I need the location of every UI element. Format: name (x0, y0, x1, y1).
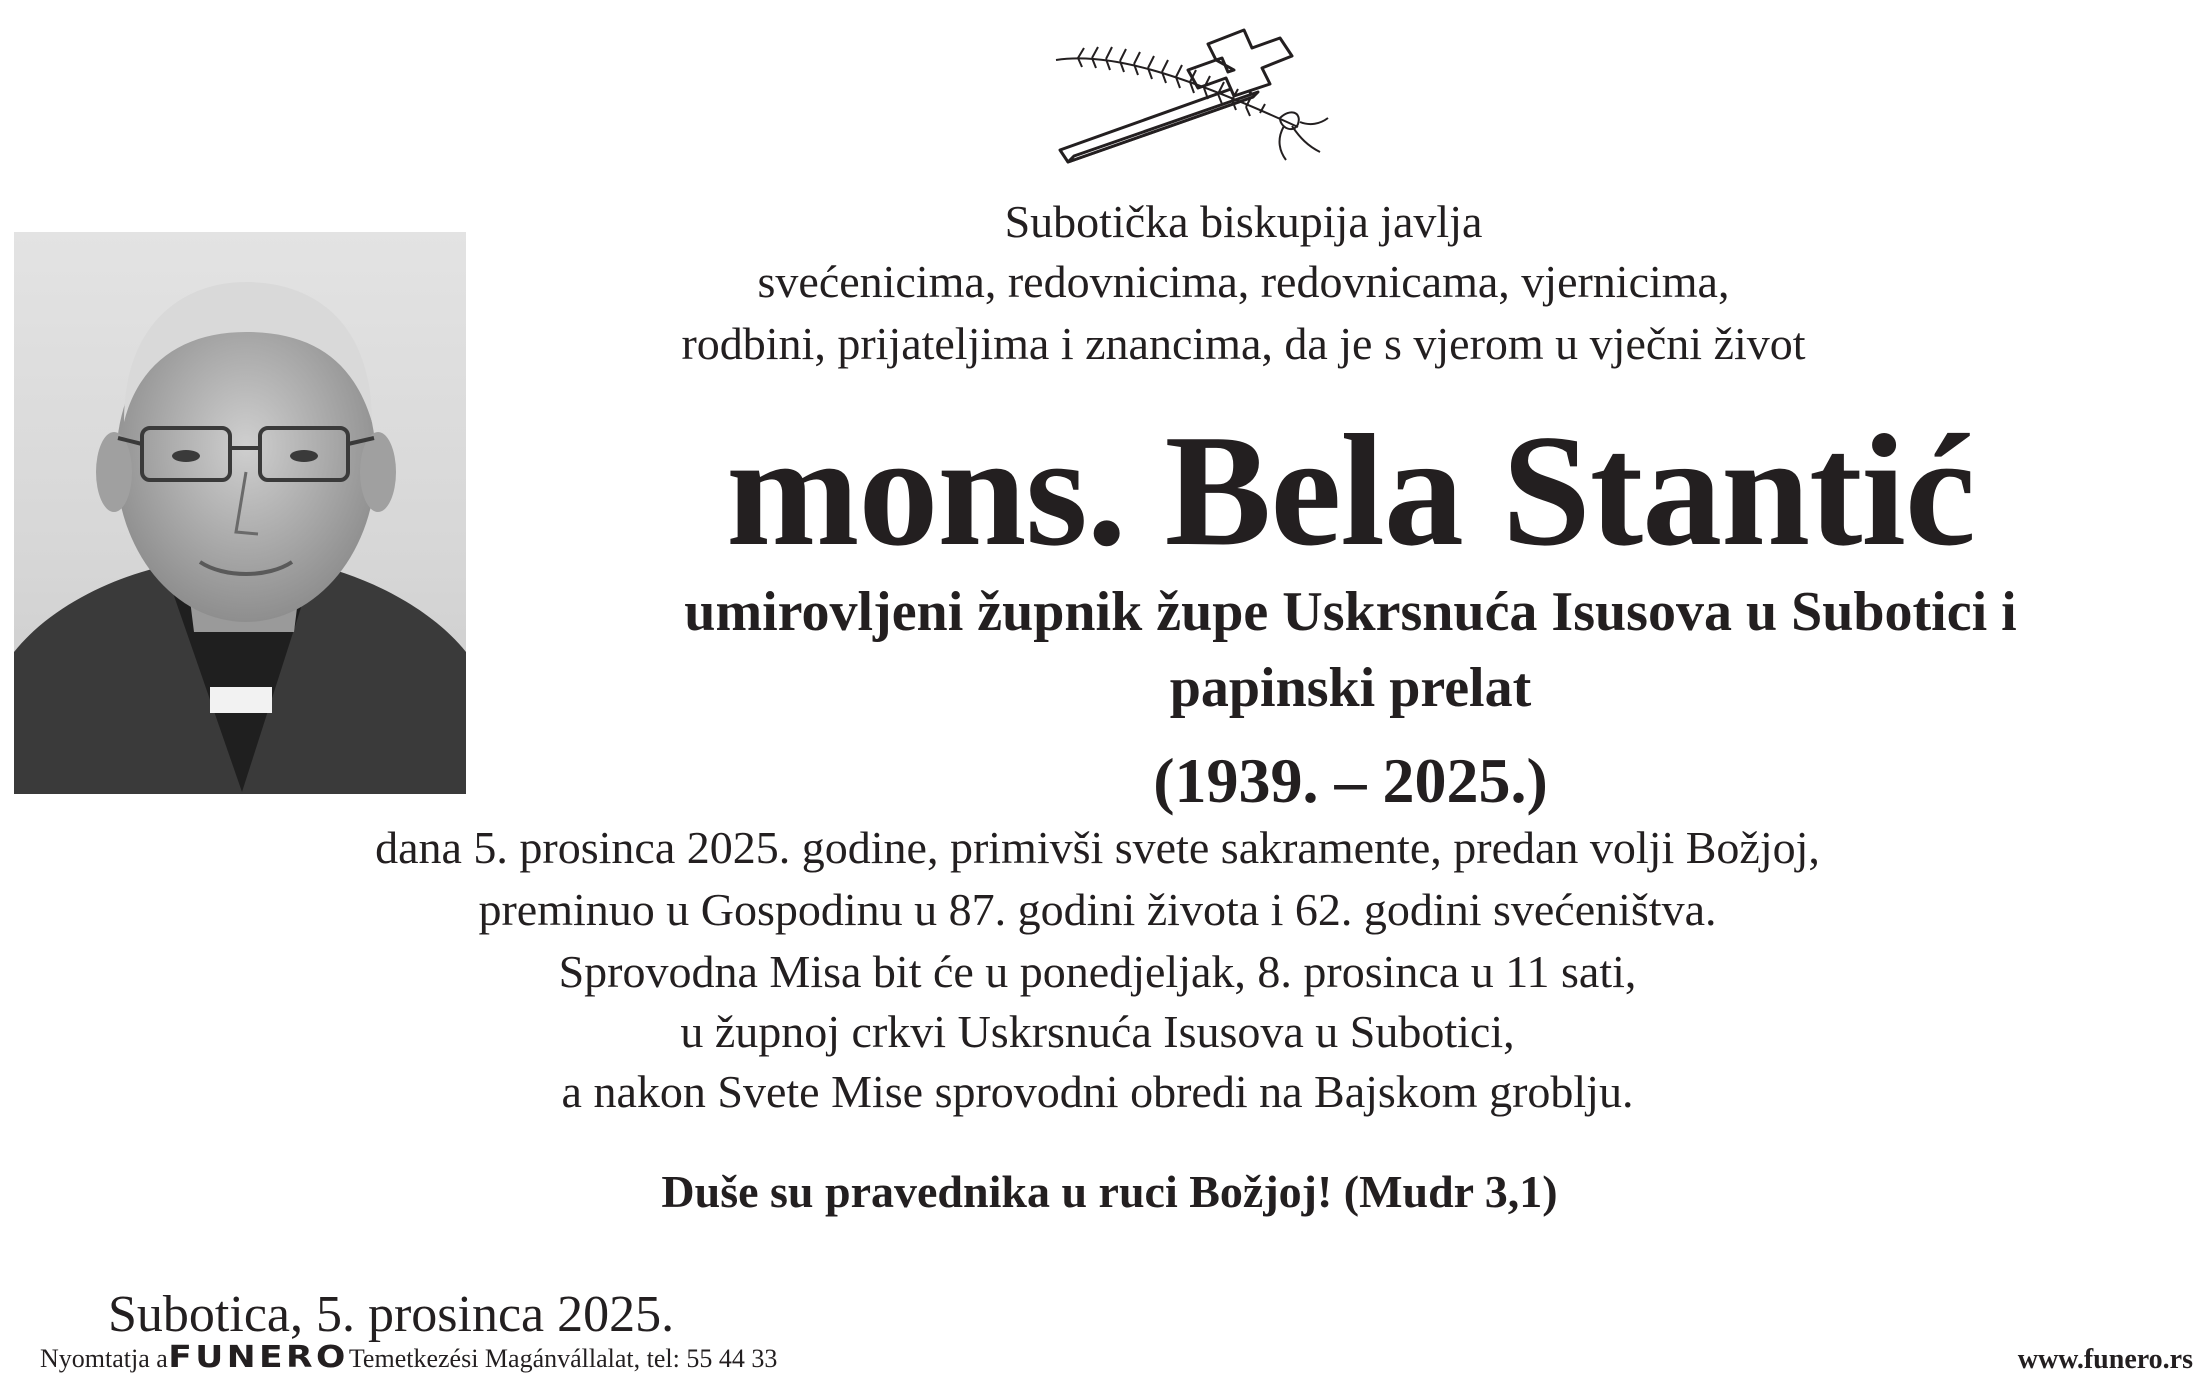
footer-printer-info (40, 1340, 778, 1375)
deceased-role-line-1: umirovljeni župnik župe Uskrsnuća Isusova u Subotici i (684, 581, 2017, 643)
intro-line-1: Subotička biskupija javlja (1004, 196, 1483, 247)
bible-quote: Duše su pravednika u ruci Božjoj! (Mudr 3,1) (661, 1166, 1558, 1217)
cross-with-palm-icon (1048, 22, 1338, 172)
place-date: Subotica, 5. prosinca 2025. (108, 1286, 675, 1343)
deceased-years: (1939. – 2025.) (1153, 745, 1548, 816)
footer-prefix: Nyomtatja a (40, 1344, 168, 1373)
footer-suffix: Temetkezési Magánvállalat, tel: 55 44 33 (348, 1344, 778, 1373)
body-line-3: Sprovodna Misa bit će u ponedjeljak, 8. prosinca u 11 sati, (558, 946, 1637, 997)
body-line-1: dana 5. prosinca 2025. godine, primivši svete sakramente, predan volji Božjoj, (375, 822, 1820, 873)
body-line-2: preminuo u Gospodinu u 87. godini života i 62. godini svećeništva. (478, 884, 1717, 935)
deceased-role-line-2: papinski prelat (1169, 657, 1532, 719)
footer-website-link[interactable]: www.funero.rs (2017, 1344, 2193, 1375)
body-line-5: a nakon Svete Mise sprovodni obredi na Bajskom groblju. (561, 1066, 1634, 1117)
funero-logo: FUNERO (168, 1340, 349, 1375)
deceased-name: mons. Bela Stantić (726, 401, 1975, 579)
body-line-4: u župnoj crkvi Uskrsnuća Isusova u Subotici, (680, 1006, 1515, 1057)
intro-line-3: rodbini, prijateljima i znancima, da je s vjerom u vječni život (681, 318, 1806, 369)
intro-line-2: svećenicima, redovnicima, redovnicama, vjernicima, (757, 256, 1730, 307)
